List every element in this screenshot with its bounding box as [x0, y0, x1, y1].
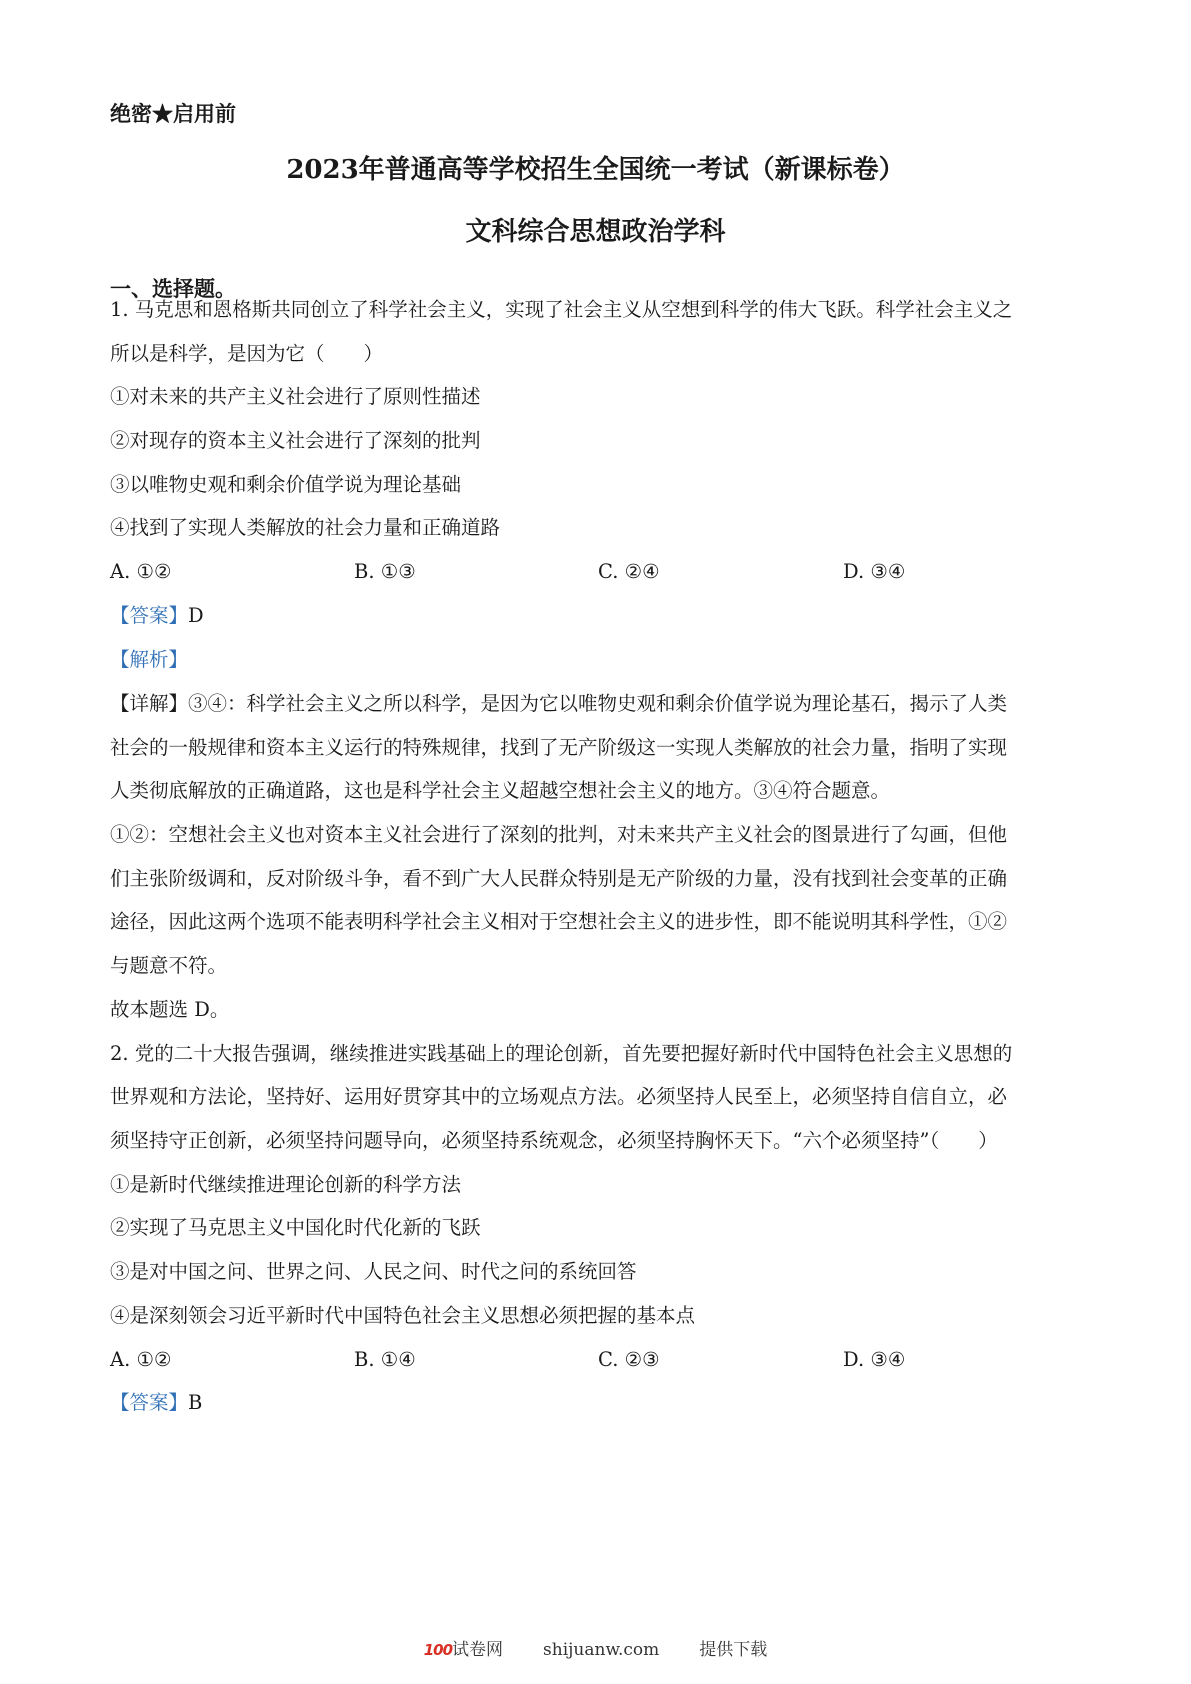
q2-stem-line-1: 2. 党的二十大报告强调，继续推进实践基础上的理论创新，首先要把握好新时代中国特色社会主义思想的 — [110, 1042, 1013, 1065]
q2-stem-line-3: 须坚持守正创新，必须坚持问题导向，必须坚持系统观念，必须坚持胸怀天下。“六个必须坚持”（ ） — [110, 1129, 998, 1152]
answer-value: B — [188, 1391, 203, 1414]
subject-title: 文科综合思想政治学科 — [465, 217, 726, 247]
q1-option-c: C. ②④ — [598, 560, 660, 583]
q2-option-c: C. ②③ — [598, 1348, 660, 1371]
exam-title: 2023年普通高等学校招生全国统一考试（新课标卷） — [286, 155, 905, 185]
q2-item-3: ③是对中国之问、世界之问、人民之问、时代之问的系统回答 — [110, 1260, 637, 1283]
analysis-label: 【解析】 — [110, 648, 189, 671]
site-name: 试卷网 — [452, 1640, 504, 1660]
q1-analysis-label — [110, 646, 188, 674]
q2-item-1: ①是新时代继续推进理论创新的科学方法 — [110, 1173, 462, 1196]
q1-conclusion: 故本题选 D。 — [110, 998, 230, 1021]
site-url[interactable]: shijuanw.com — [543, 1640, 660, 1660]
q2-item-2: ②实现了马克思主义中国化时代化新的飞跃 — [110, 1216, 481, 1239]
q2-item-4: ④是深刻领会习近平新时代中国特色社会主义思想必须把握的基本点 — [110, 1304, 696, 1327]
q2-option-d: D. ③④ — [843, 1348, 906, 1371]
download-note: 提供下载 — [699, 1640, 768, 1660]
q1-detail-line-4: ①②：空想社会主义也对资本主义社会进行了深刻的批判，对未来共产主义社会的图景进行了勾画，但他 — [110, 823, 1008, 846]
q1-detail-line-2: 社会的一般规律和资本主义运行的特殊规律，找到了无产阶级这一实现人类解放的社会力量，指明了实现 — [110, 736, 1008, 759]
detail-text: ③④：科学社会主义之所以科学，是因为它以唯物史观和剩余价值学说为理论基石，揭示了人类 — [188, 692, 1008, 715]
q1-item-1: ①对未来的共产主义社会进行了原则性描述 — [110, 385, 481, 408]
answer-value: D — [188, 604, 204, 627]
site-logo: 100 — [423, 1641, 453, 1659]
confidential-label: 绝密★启用前 — [110, 101, 236, 126]
detail-label: 【详解】 — [110, 692, 189, 715]
answer-label: 【答案】 — [110, 1391, 189, 1414]
q1-detail-line-3: 人类彻底解放的正确道路，这也是科学社会主义超越空想社会主义的地方。③④符合题意。 — [110, 779, 891, 802]
q1-item-4: ④找到了实现人类解放的社会力量和正确道路 — [110, 516, 501, 539]
q1-item-3: ③以唯物史观和剩余价值学说为理论基础 — [110, 473, 462, 496]
q1-stem-line-1: 1. 马克思和恩格斯共同创立了科学社会主义，实现了社会主义从空想到科学的伟大飞跃。科学社会主义之 — [110, 298, 1013, 321]
q1-item-2: ②对现存的资本主义社会进行了深刻的批判 — [110, 429, 481, 452]
answer-label: 【答案】 — [110, 604, 189, 627]
q1-detail-line-1 — [110, 690, 1007, 718]
q1-detail-line-5: 们主张阶级调和，反对阶级斗争，看不到广大人民群众特别是无产阶级的力量，没有找到社会变革的正确 — [110, 867, 1008, 890]
q1-detail-line-6: 途径，因此这两个选项不能表明科学社会主义相对于空想社会主义的进步性，即不能说明其科学性，①② — [110, 910, 1008, 933]
page-footer — [0, 1638, 1191, 1662]
section-heading: 一、选择题。 — [110, 276, 236, 301]
q2-stem-line-2: 世界观和方法论，坚持好、运用好贯穿其中的立场观点方法。必须坚持人民至上，必须坚持自信自立，必 — [110, 1085, 1008, 1108]
q2-option-a: A. ①② — [110, 1348, 172, 1371]
q1-stem-line-2: 所以是科学，是因为它（ ） — [110, 342, 384, 365]
q2-option-b: B. ①④ — [354, 1348, 416, 1371]
q2-answer — [110, 1389, 202, 1417]
q1-option-a: A. ①② — [110, 560, 172, 583]
q1-answer — [110, 602, 204, 630]
q1-option-b: B. ①③ — [354, 560, 416, 583]
q1-option-d: D. ③④ — [843, 560, 906, 583]
q1-detail-line-7: 与题意不符。 — [110, 954, 228, 977]
